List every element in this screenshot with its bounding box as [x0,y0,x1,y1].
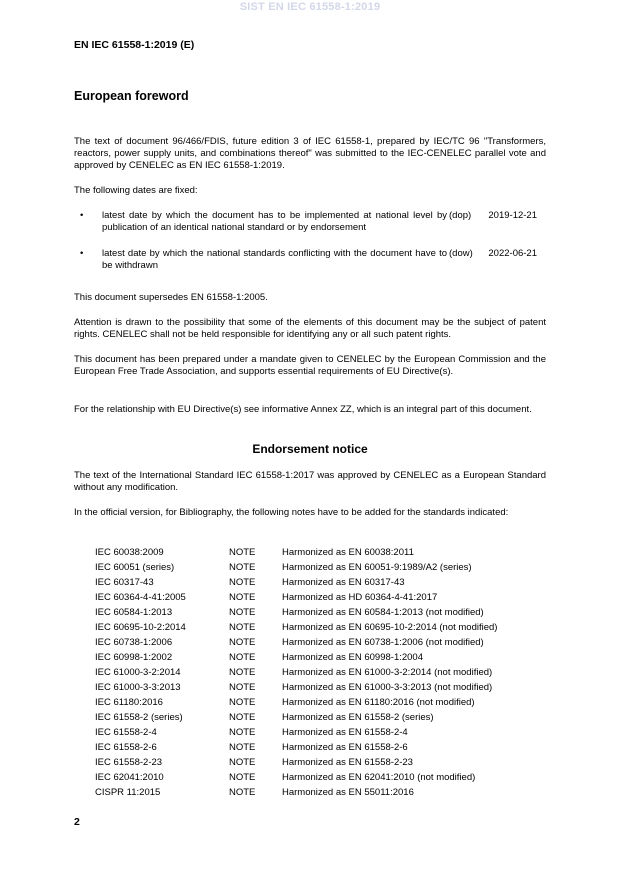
table-row [95,590,497,605]
note-cell: NOTE [229,652,256,663]
standard-cell: IEC 60317-43 [95,577,154,588]
harmonized-cell: Harmonized as EN 60038:2011 [282,547,414,558]
harmonized-cell: Harmonized as EN 61558-2 (series) [282,712,434,723]
harmonized-cell: Harmonized as EN 61000-3-3:2013 (not modified) [282,682,493,693]
standard-cell: IEC 61558-2-23 [95,757,163,768]
note-cell: NOTE [229,637,256,648]
bullet-icon: • [80,248,84,259]
section-title-european-foreword: European foreword [74,89,189,103]
bullet-date: 2022-06-21 [488,248,537,259]
bullet-code: (dow) [449,248,473,259]
note-cell: NOTE [229,697,256,708]
page-number: 2 [74,816,80,828]
note-cell: NOTE [229,607,256,618]
bullet-date: 2019-12-21 [488,210,537,221]
note-cell: NOTE [229,682,256,693]
harmonized-cell: Harmonized as EN 60998-1:2004 [282,652,424,663]
bullet-text: latest date by which the national standards conflicting with the document have to be withdrawn [102,248,447,271]
harmonized-cell: Harmonized as HD 60364-4-41:2017 [282,592,438,603]
table-row [95,680,497,695]
bibliography-notes-table [95,545,497,800]
table-row [95,545,497,560]
standard-cell: CISPR 11:2015 [95,787,161,798]
harmonized-cell: Harmonized as EN 55011:2016 [282,787,414,798]
harmonized-cell: Harmonized as EN 61000-3-2:2014 (not modified) [282,667,493,678]
standard-cell: IEC 60695-10-2:2014 [95,622,186,633]
standard-cell: IEC 61000-3-3:2013 [95,682,181,693]
table-row [95,710,497,725]
table-row [95,665,497,680]
harmonized-cell: Harmonized as EN 61558-2-6 [282,742,408,753]
bullet-text: latest date by which the document has to be implemented at national level by publication of an identical national standard or by endorsement [102,210,447,233]
table-row [95,770,497,785]
table-row [95,575,497,590]
table-row [95,650,497,665]
note-cell: NOTE [229,712,256,723]
table-row [95,785,497,800]
harmonized-cell: Harmonized as EN 62041:2010 (not modified) [282,772,476,783]
note-cell: NOTE [229,667,256,678]
paragraph-document-text: The text of document 96/466/FDIS, future edition 3 of IEC 61558-1, prepared by IEC/TC 96 "Transformers, reactors, power supply units, and combinations thereof" was submitted to the IEC-CENELEC parallel vote and approved by CENELEC as EN IEC 61558-1:2019. [74,136,546,171]
note-cell: NOTE [229,592,256,603]
table-row [95,740,497,755]
harmonized-cell: Harmonized as EN 61180:2016 (not modified) [282,697,475,708]
standard-cell: IEC 60738-1:2006 [95,637,173,648]
note-cell: NOTE [229,727,256,738]
paragraph-mandate: This document has been prepared under a mandate given to CENELEC by the European Commission and the European Free Trade Association, and supports essential requirements of EU Directive(s). [74,354,546,377]
table-row [95,605,497,620]
harmonized-cell: Harmonized as EN 61558-2-23 [282,757,413,768]
harmonized-cell: Harmonized as EN 60738-1:2006 (not modified) [282,637,484,648]
document-header: EN IEC 61558-1:2019 (E) [74,39,195,51]
standard-cell: IEC 60364-4-41:2005 [95,592,186,603]
table-row [95,620,497,635]
note-cell: NOTE [229,577,256,588]
table-row [95,695,497,710]
standard-cell: IEC 61180:2016 [95,697,163,708]
standard-cell: IEC 60038:2009 [95,547,164,558]
harmonized-cell: Harmonized as EN 60317-43 [282,577,405,588]
note-cell: NOTE [229,562,256,573]
watermark: SIST EN IEC 61558-1:2019 [239,1,381,13]
bullet-code: (dop) [449,210,472,221]
paragraph-supersedes: This document supersedes EN 61558-1:2005. [74,292,268,303]
standard-cell: IEC 61558-2 (series) [95,712,183,723]
note-cell: NOTE [229,787,256,798]
table-row [95,755,497,770]
standard-cell: IEC 60584-1:2013 [95,607,173,618]
note-cell: NOTE [229,742,256,753]
note-cell: NOTE [229,757,256,768]
paragraph-annex-zz: For the relationship with EU Directive(s) see informative Annex ZZ, which is an integral part of this document. [74,404,532,415]
harmonized-cell: Harmonized as EN 60051-9:1989/A2 (series) [282,562,472,573]
standard-cell: IEC 60051 (series) [95,562,175,573]
harmonized-cell: Harmonized as EN 60695-10-2:2014 (not modified) [282,622,498,633]
table-row [95,560,497,575]
standard-cell: IEC 61000-3-2:2014 [95,667,181,678]
harmonized-cell: Harmonized as EN 60584-1:2013 (not modified) [282,607,484,618]
harmonized-cell: Harmonized as EN 61558-2-4 [282,727,408,738]
note-cell: NOTE [229,547,256,558]
section-title-endorsement-notice: Endorsement notice [252,442,368,456]
standard-cell: IEC 62041:2010 [95,772,164,783]
table-row [95,725,497,740]
paragraph-bibliography-notes: In the official version, for Bibliography, the following notes have to be added for the standards indicated: [74,507,509,518]
standard-cell: IEC 61558-2-6 [95,742,157,753]
paragraph-dates-intro: The following dates are fixed: [74,185,198,196]
bullet-icon: • [80,210,84,221]
paragraph-endorsement: The text of the International Standard IEC 61558-1:2017 was approved by CENELEC as a European Standard without any modification. [74,470,546,493]
note-cell: NOTE [229,772,256,783]
note-cell: NOTE [229,622,256,633]
paragraph-patent-rights: Attention is drawn to the possibility that some of the elements of this document may be the subject of patent rights. CENELEC shall not be held responsible for identifying any or all such patent rights. [74,317,546,340]
standard-cell: IEC 61558-2-4 [95,727,157,738]
table-row [95,635,497,650]
standard-cell: IEC 60998-1:2002 [95,652,173,663]
